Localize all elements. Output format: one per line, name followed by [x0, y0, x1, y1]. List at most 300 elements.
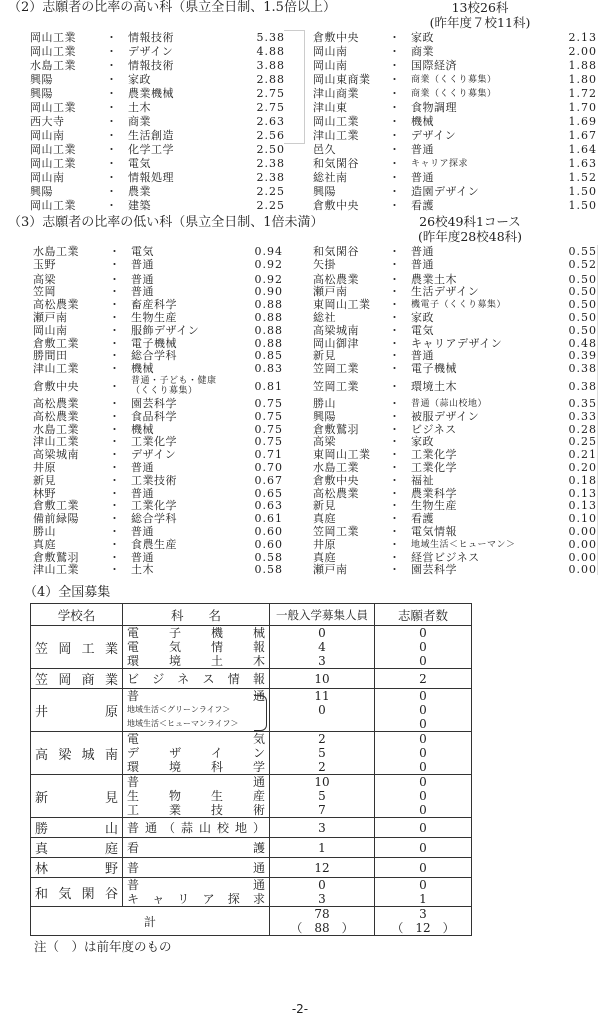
school-name: 興陽	[30, 185, 53, 198]
total-capacity	[270, 907, 375, 936]
list-item	[30, 157, 285, 171]
section3-summary-count: 26校49科1コース	[419, 214, 521, 229]
list-item	[33, 274, 283, 287]
bullet: ・	[109, 409, 120, 423]
bullet: ・	[106, 45, 117, 58]
list-item	[30, 129, 285, 143]
ratio-value: 0.65	[254, 486, 283, 500]
ratio-value: 1.63	[568, 157, 597, 170]
list-item	[313, 59, 597, 73]
ratio-value: 1.80	[568, 73, 597, 86]
list-item	[313, 398, 597, 411]
school-name: 津山工業	[313, 129, 359, 142]
header-school: 学校名	[31, 604, 123, 626]
ratio-value: 0.39	[568, 349, 597, 363]
capacity-value: 4	[318, 640, 326, 654]
ratio-value: 0.60	[254, 524, 283, 538]
school-name: 岡山工業	[30, 199, 76, 212]
bullet: ・	[389, 157, 400, 170]
school-name: 笠岡工業	[313, 379, 359, 393]
section2-summary-count: 13校26科	[451, 0, 509, 15]
list-item	[30, 87, 285, 101]
list-item	[313, 101, 597, 115]
ratio-value: 0.75	[254, 422, 283, 436]
subject-line: 普通	[127, 878, 265, 892]
bullet: ・	[109, 435, 120, 449]
subject-line: 環境土木	[127, 654, 265, 668]
subject-name: 総合学科	[131, 512, 177, 526]
capacity-cell	[270, 626, 375, 669]
school-name: 高梁城南	[313, 323, 359, 337]
ratio-value: 0.58	[254, 550, 283, 564]
ratio-value: 1.67	[568, 129, 597, 142]
subject-cell	[123, 858, 270, 878]
list-item	[30, 171, 285, 185]
subject-line: 電気	[127, 732, 265, 746]
school-name: 倉敷中央	[313, 199, 359, 212]
capacity-value: 5	[318, 746, 326, 760]
subject-name: 家政	[411, 310, 434, 324]
subject-name: 農業科学	[411, 486, 457, 500]
ratio-value: 0.90	[254, 285, 283, 299]
bullet: ・	[389, 362, 400, 376]
subject-name: 商業	[128, 115, 151, 128]
subject-name: 電気	[411, 323, 434, 337]
school-cell: 真庭	[31, 838, 123, 858]
school-cell: 井原	[31, 689, 123, 732]
school-name: 興陽	[313, 409, 336, 423]
school-name: 津山工業	[33, 563, 79, 577]
list-item	[313, 115, 597, 129]
school-name: 矢掛	[313, 257, 336, 271]
ratio-value: 2.25	[256, 185, 285, 198]
subject-line: 電子機械	[127, 626, 265, 640]
bullet: ・	[389, 349, 400, 363]
school-name: 新見	[313, 499, 336, 513]
subject-name: 家政	[128, 73, 151, 86]
bullet: ・	[109, 245, 120, 258]
capacity-cell	[270, 732, 375, 775]
list-item	[313, 411, 597, 424]
total-applicants	[375, 907, 472, 936]
capacity-value: 0	[318, 703, 326, 717]
subject-name: 工業化学	[411, 448, 457, 462]
school-name: 勝山	[33, 524, 56, 538]
header-capacity: 一般入学募集人員	[270, 604, 375, 626]
capacity-value: 10	[314, 775, 330, 789]
subject-name: キャリアデザイン	[411, 336, 503, 350]
subject-name: 看護	[411, 512, 434, 526]
ratio-value: 0.48	[568, 336, 597, 350]
subject-line: ビジネス情報	[127, 671, 265, 686]
ratio-value: 0.71	[254, 448, 283, 462]
list-item	[313, 462, 597, 475]
subject-name: 普通	[411, 257, 434, 271]
subject-name: デザイン	[128, 45, 174, 58]
ratio-value: 1.88	[568, 59, 597, 72]
school-cell: 笠岡商業	[31, 669, 123, 689]
footnote: 注（ ）は前年度のもの	[34, 939, 172, 954]
subject-cell	[123, 689, 270, 732]
list-item	[33, 539, 283, 552]
ratio-value: 2.38	[256, 157, 285, 170]
subject-name: 国際経済	[411, 59, 457, 72]
subject-name: 普通	[131, 257, 154, 271]
subject-name: 家政	[411, 435, 434, 449]
ratio-value: 0.00	[568, 550, 597, 564]
subject-name	[131, 376, 217, 397]
school-name: 高松農業	[313, 486, 359, 500]
applicants-value: 0	[419, 860, 427, 875]
ratio-value: 0.63	[254, 499, 283, 513]
list-item	[30, 199, 285, 213]
applicants-cell	[375, 838, 472, 858]
page-number: -2-	[291, 1002, 309, 1016]
ratio-value: 0.92	[254, 257, 283, 271]
applicants-value: 0	[419, 789, 427, 803]
ratio-value: 0.75	[254, 435, 283, 449]
school-name: 津山商業	[313, 87, 359, 100]
list-item	[313, 564, 597, 577]
ratio-value: 0.00	[568, 537, 597, 551]
school-name: 津山工業	[33, 362, 79, 376]
bullet: ・	[389, 245, 400, 258]
list-item	[313, 526, 597, 539]
school-name: 新見	[313, 349, 336, 363]
subject-name: 機械	[131, 362, 154, 376]
section2-summary	[380, 0, 580, 30]
list-item	[313, 157, 597, 171]
subject-name: 情報技術	[128, 31, 174, 44]
ratio-value: 0.50	[568, 285, 597, 299]
bullet: ・	[389, 409, 400, 423]
school-name: 邑久	[313, 143, 336, 156]
ratio-value: 1.69	[568, 115, 597, 128]
list-item	[313, 171, 597, 185]
list-item	[33, 526, 283, 539]
school-cell: 林野	[31, 858, 123, 878]
ratio-value: 0.75	[254, 409, 283, 423]
capacity-value: 1	[318, 840, 326, 855]
bullet: ・	[389, 199, 400, 212]
bullet: ・	[109, 460, 120, 474]
school-name: 岡山工業	[313, 115, 359, 128]
ratio-value: 2.50	[256, 143, 285, 156]
list-item	[33, 312, 283, 325]
list-item	[30, 45, 285, 59]
subject-name: 服飾デザイン	[131, 323, 200, 337]
school-name: 高松農業	[313, 272, 359, 286]
list-item	[313, 73, 597, 87]
applicants-cell	[375, 689, 472, 732]
subject-name: 化学工学	[128, 143, 174, 156]
subject-name: 環境土木	[411, 379, 457, 393]
ratio-value: 0.85	[254, 349, 283, 363]
bullet: ・	[109, 349, 120, 363]
bullet: ・	[389, 310, 400, 324]
section2-title: （2）志願者の比率の高い科（県立全日制、1.5倍以上）	[8, 0, 336, 15]
applicants-value: 0	[419, 626, 427, 640]
applicants-value: 2	[419, 671, 427, 686]
ratio-value: 0.33	[568, 409, 597, 423]
subject-cell	[123, 732, 270, 775]
subject-line: 環境科学	[127, 760, 265, 774]
applicants-cell	[375, 669, 472, 689]
school-name: 林野	[33, 486, 56, 500]
school-name: 玉野	[33, 257, 56, 271]
table-row	[31, 669, 472, 689]
list-item	[30, 59, 285, 73]
applicants-cell	[375, 878, 472, 907]
school-name: 笠岡工業	[313, 362, 359, 376]
bullet: ・	[389, 87, 400, 100]
school-cell: 和気閑谷	[31, 878, 123, 907]
section3-title: （3）志願者の比率の低い科（県立全日制、1倍未満）	[8, 215, 324, 230]
bullet: ・	[106, 31, 117, 44]
applicants-value: 0	[419, 732, 427, 746]
school-name: 総社	[313, 310, 336, 324]
capacity-value: 0	[318, 626, 326, 640]
subject-name: 食農生産	[131, 537, 177, 551]
ratio-value: 0.38	[568, 362, 597, 376]
subject-name: 電気	[131, 245, 154, 258]
school-name: 岡山工業	[30, 143, 76, 156]
school-name: 水島工業	[313, 460, 359, 474]
ratio-value: 0.28	[568, 422, 597, 436]
section3-summary	[370, 214, 570, 244]
ratio-value: 2.56	[256, 129, 285, 142]
list-item	[313, 199, 597, 213]
bullet: ・	[389, 115, 400, 128]
subject-name: 電気	[128, 157, 151, 170]
bullet: ・	[389, 550, 400, 564]
section2-left-list	[30, 31, 285, 213]
ratio-value: 2.63	[256, 115, 285, 128]
subject-name: 農業機械	[128, 87, 174, 100]
applicants-value: 0	[419, 760, 427, 774]
subject-name: 普通	[411, 171, 434, 184]
list-item	[33, 363, 283, 376]
subject-name: 生活デザイン	[411, 285, 480, 299]
section3-summary-prev: (昨年度28校48科)	[417, 229, 523, 244]
total-applicants-prev: （ 12 ）	[391, 921, 455, 935]
subject-cell	[123, 626, 270, 669]
ratio-value: 0.25	[568, 435, 597, 449]
capacity-value: 3	[318, 820, 326, 835]
subject-name: 工業技術	[131, 473, 177, 487]
ratio-value: 0.58	[254, 563, 283, 577]
ratio-value: 4.88	[256, 45, 285, 58]
table-row	[31, 732, 472, 775]
list-item	[30, 143, 285, 157]
subject-name: 電気情報	[411, 524, 457, 538]
list-item	[33, 246, 283, 259]
ratio-value: 5.38	[256, 31, 285, 44]
bullet: ・	[109, 563, 120, 577]
bullet: ・	[389, 537, 400, 551]
bullet: ・	[389, 101, 400, 114]
ratio-value: 0.94	[254, 245, 283, 258]
school-name: 高梁	[33, 272, 56, 286]
table-row	[31, 838, 472, 858]
table-row	[31, 858, 472, 878]
list-item	[313, 259, 597, 272]
subject-line: 工業技術	[127, 803, 265, 817]
ratio-value: 0.50	[568, 298, 597, 312]
applicants-value: 0	[419, 654, 427, 668]
capacity-value: 10	[314, 671, 330, 686]
bullet: ・	[389, 396, 400, 410]
total-row	[31, 907, 472, 936]
bullet: ・	[389, 45, 400, 58]
school-name: 高松農業	[33, 409, 79, 423]
ratio-value: 1.64	[568, 143, 597, 156]
subject-line: 地域生活＜グリーンライフ＞	[127, 705, 231, 714]
school-name: 倉敷中央	[33, 379, 79, 393]
subject-name: 商業（くくり募集）	[411, 75, 497, 85]
subject-cell	[123, 775, 270, 818]
subject-name: 園芸科学	[131, 396, 177, 410]
subject-name: 情報処理	[128, 171, 174, 184]
subject-name: 建築	[128, 199, 151, 212]
school-cell: 新見	[31, 775, 123, 818]
list-item	[33, 513, 283, 526]
bullet: ・	[106, 185, 117, 198]
list-item	[30, 101, 285, 115]
school-name: 倉敷中央	[313, 31, 359, 44]
ratio-value: 0.00	[568, 524, 597, 538]
ratio-value: 0.35	[568, 396, 597, 410]
bullet: ・	[109, 448, 120, 462]
header-subject: 科 名	[123, 604, 270, 626]
subject-name: 普通	[131, 272, 154, 286]
bullet: ・	[389, 31, 400, 44]
school-name: 岡山南	[33, 323, 68, 337]
subject-name: 経営ビジネス	[411, 550, 480, 564]
ratio-value: 0.83	[254, 362, 283, 376]
total-label: 計	[31, 907, 270, 936]
subject-line: 普通（蒜山校地）	[127, 820, 265, 835]
ratio-value: 1.72	[568, 87, 597, 100]
subject-name: 普通	[131, 550, 154, 564]
subject-name: 普通	[411, 349, 434, 363]
school-name: 倉敷鷲羽	[33, 550, 79, 564]
capacity-value: 7	[318, 803, 326, 817]
applicants-value: 0	[419, 820, 427, 835]
school-name: 新見	[33, 473, 56, 487]
table-header-row	[31, 604, 472, 626]
school-name: 和気閑谷	[313, 157, 359, 170]
school-name: 高松農業	[33, 298, 79, 312]
school-cell: 勝山	[31, 818, 123, 838]
subject-line: デザイン	[127, 746, 265, 760]
header-applicants: 志願者数	[375, 604, 472, 626]
bullet: ・	[109, 336, 120, 350]
section3-left-list	[33, 246, 283, 577]
list-item	[313, 338, 597, 351]
list-item	[313, 363, 597, 376]
subject-cell	[123, 669, 270, 689]
bullet: ・	[389, 336, 400, 350]
subject-line: 電気情報	[127, 640, 265, 654]
list-item	[30, 185, 285, 199]
bullet: ・	[389, 499, 400, 513]
subject-cell	[123, 878, 270, 907]
subject-name: 食物調理	[411, 101, 457, 114]
applicants-cell	[375, 626, 472, 669]
capacity-value: 12	[314, 860, 330, 875]
subject-name: 地域生活＜ヒューマン＞	[411, 539, 516, 550]
subject-name: 家政	[411, 31, 434, 44]
bullet: ・	[106, 73, 117, 86]
school-name: 岡山東商業	[313, 73, 371, 86]
ratio-value: 0.60	[254, 537, 283, 551]
school-name: 岡山工業	[30, 157, 76, 170]
capacity-cell	[270, 838, 375, 858]
school-name: 津山工業	[33, 435, 79, 449]
subject-name: 農業	[128, 185, 151, 198]
school-name: 真庭	[33, 537, 56, 551]
bullet: ・	[109, 257, 120, 271]
school-name: 倉敷中央	[313, 473, 359, 487]
applicants-value: 1	[419, 892, 427, 906]
list-item	[33, 475, 283, 488]
list-item	[313, 312, 597, 325]
bullet: ・	[389, 59, 400, 72]
school-name: 真庭	[313, 550, 336, 564]
bullet: ・	[109, 512, 120, 526]
bracket-box	[284, 30, 305, 144]
subject-name: 商業	[411, 45, 434, 58]
bullet: ・	[106, 143, 117, 156]
list-item	[33, 411, 283, 424]
subject-name: 機電子（くくり募集）	[411, 300, 507, 311]
subject-name: 生活創造	[128, 129, 174, 142]
subject-name: 電子機械	[411, 362, 457, 376]
bullet: ・	[109, 499, 120, 513]
ratio-value: 0.50	[568, 310, 597, 324]
list-item	[313, 143, 597, 157]
subject-line: 普通・子ども・健康	[131, 375, 217, 386]
capacity-value: 11	[314, 689, 330, 703]
subject-name: 総合学科	[131, 349, 177, 363]
section4-title: （4）全国募集	[24, 585, 111, 600]
ratio-value: 0.21	[568, 448, 597, 462]
bullet: ・	[389, 272, 400, 286]
school-name: 倉敷工業	[33, 336, 79, 350]
list-item	[33, 325, 283, 338]
bullet: ・	[109, 486, 120, 500]
list-item	[30, 115, 285, 129]
ratio-value: 0.00	[568, 563, 597, 577]
capacity-value: 2	[318, 760, 326, 774]
applicants-value: 0	[419, 840, 427, 855]
school-name: 勝山	[313, 396, 336, 410]
subject-name: 生物生産	[131, 310, 177, 324]
subject-name: 普通（蒜山校地）	[411, 398, 488, 409]
bullet: ・	[109, 362, 120, 376]
school-name: 岡山工業	[30, 101, 76, 114]
school-name: 和気閑谷	[313, 245, 359, 258]
bullet: ・	[389, 323, 400, 337]
bullet: ・	[109, 550, 120, 564]
school-name: 備前緑陽	[33, 512, 79, 526]
subject-name: 普通	[131, 460, 154, 474]
bullet: ・	[389, 563, 400, 577]
list-item	[313, 31, 597, 45]
school-name: 水島工業	[30, 59, 76, 72]
total-capacity-prev: （ 88 ）	[290, 921, 354, 935]
